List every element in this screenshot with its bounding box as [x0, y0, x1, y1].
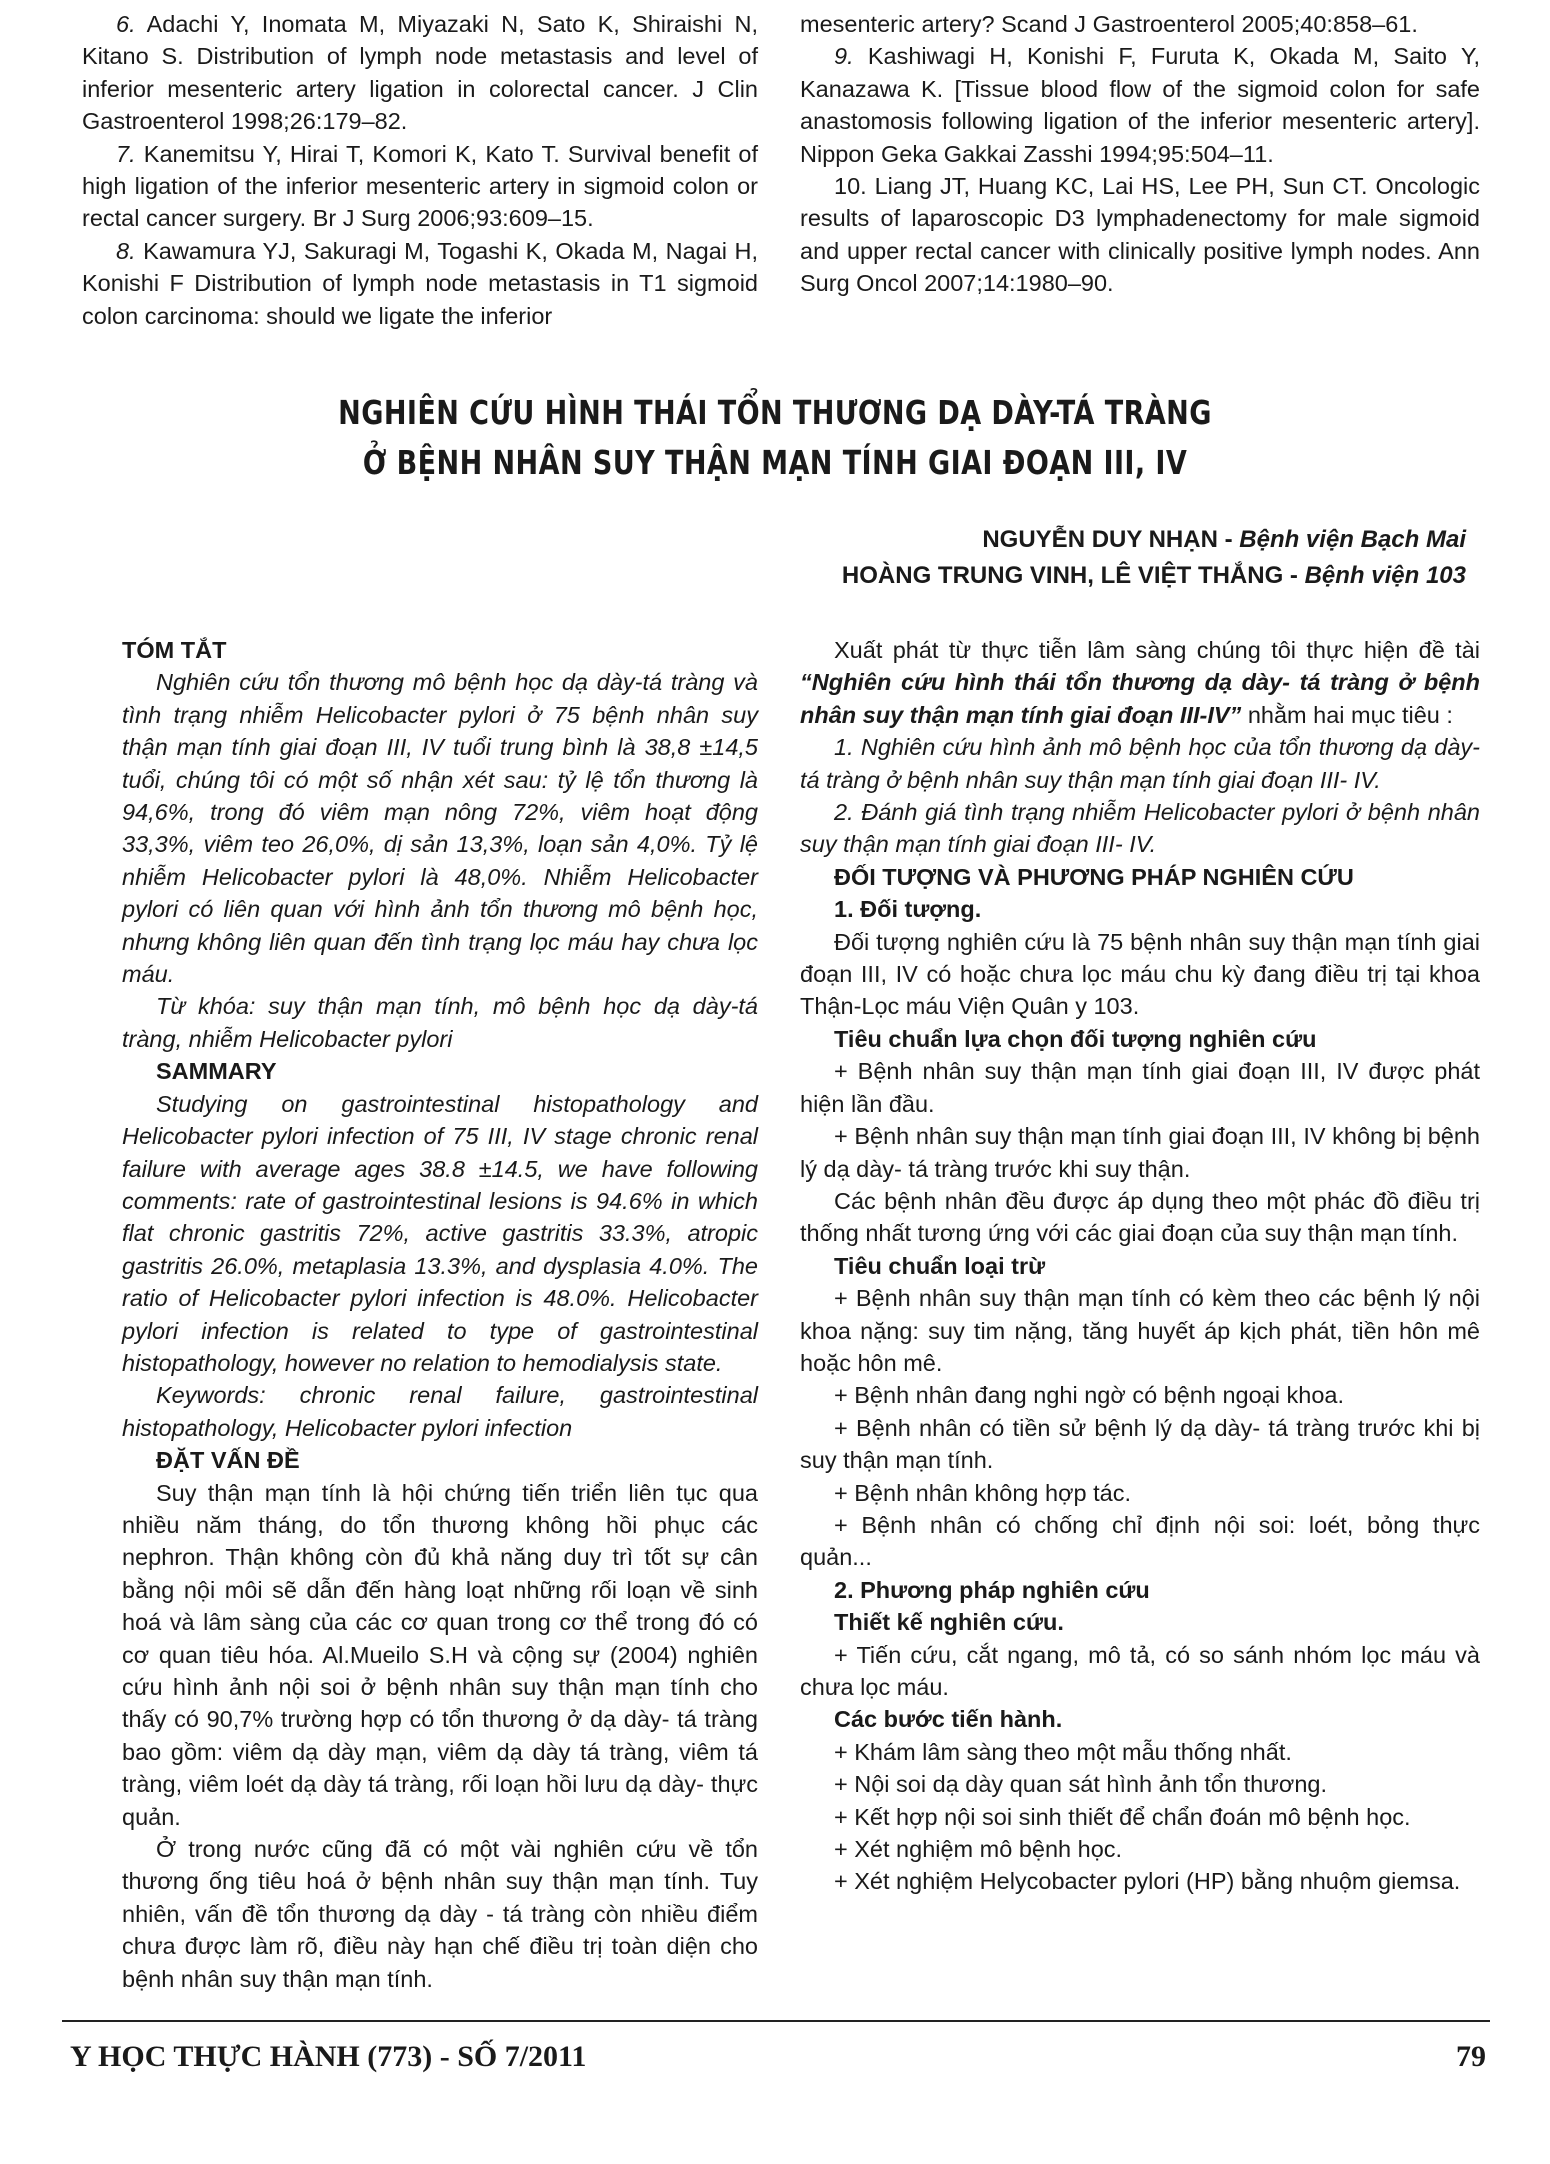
- subjects-heading: 1. Đối tượng.: [834, 896, 982, 923]
- objective-1: 1. Nghiên cứu hình ảnh mô bệnh học của tổn thương dạ dày- tá tràng ở bệnh nhân suy thận mạn tính giai đoạn III- IV.: [800, 734, 1480, 793]
- methods-heading: ĐỐI TƯỢNG VÀ PHƯƠNG PHÁP NGHIÊN CỨU: [834, 863, 1354, 890]
- objective-2: 2. Đánh giá tình trạng nhiễm Helicobacter pylori ở bệnh nhân suy thận mạn tính giai đoạn III- IV.: [800, 799, 1480, 858]
- authors-block: [842, 522, 1466, 594]
- right-body-column: [800, 634, 1480, 1898]
- article-title-line-1: NGHIÊN CỨU HÌNH THÁI TỔN THƯƠNG DẠ DÀY-TÁ TRÀNG: [338, 393, 1212, 432]
- reference-7: 7. Kanemitsu Y, Hirai T, Komori K, Kato T. Survival benefit of high ligation of the inferior mesenteric artery in sigmoid colon or rectal cancer surgery. Br J Surg 2006;93:609–15.: [82, 140, 758, 232]
- inclusion-criteria-heading: Tiêu chuẩn lựa chọn đối tượng nghiên cứu: [834, 1025, 1317, 1052]
- step-item-1: + Khám lâm sàng theo một mẫu thống nhất.: [834, 1738, 1292, 1765]
- summary-heading: SAMMARY: [156, 1058, 277, 1085]
- subjects-text: Đối tượng nghiên cứu là 75 bệnh nhân suy thận mạn tính giai đoạn III, IV có hoặc chưa lọc máu chu kỳ đang điều trị tại khoa Thận-Lọc máu Viện Quân y 103.: [800, 928, 1480, 1020]
- references-right-column: [800, 8, 1480, 300]
- step-item-3: + Kết hợp nội soi sinh thiết để chẩn đoán mô bệnh học.: [834, 1803, 1411, 1830]
- journal-footer: Y HỌC THỰC HÀNH (773) - SỐ 7/2011: [70, 2040, 587, 2073]
- reference-8-continued: mesenteric artery? Scand J Gastroenterol 2005;40:858–61.: [800, 11, 1418, 37]
- inclusion-item-3: Các bệnh nhân đều được áp dụng theo một phác đồ điều trị thống nhất tương ứng với các giai đoạn của suy thận mạn tính.: [800, 1187, 1480, 1247]
- abstract-heading: TÓM TẮT: [122, 637, 227, 663]
- introduction-heading: ĐẶT VẤN ĐỀ: [156, 1447, 300, 1474]
- reference-8: 8. Kawamura YJ, Sakuragi M, Togashi K, Okada M, Nagai H, Konishi F Distribution of lymph node metastasis in T1 sigmoid colon carcinoma: should we ligate the inferior: [82, 237, 758, 329]
- reference-9: 9. Kashiwagi H, Konishi F, Furuta K, Okada M, Saito Y, Kanazawa K. [Tissue blood flow of the sigmoid colon for safe anastomosis following ligation of the inferior mesenteric artery]. Nippon Geka Gakkai Zasshi 1994;95:504–11.: [800, 43, 1480, 167]
- step-item-2: + Nội soi dạ dày quan sát hình ảnh tổn thương.: [834, 1771, 1327, 1798]
- steps-heading: Các bước tiến hành.: [834, 1706, 1063, 1733]
- exclusion-item-5: + Bệnh nhân có chống chỉ định nội soi: loét, bỏng thực quản...: [800, 1511, 1480, 1571]
- page-number: 79: [1456, 2040, 1486, 2073]
- summary-text: Studying on gastrointestinal histopathology and Helicobacter pylori infection of 75 III, IV stage chronic renal failure with average ages 38.8 ±14.5, we have following comments: rate of gastrointestinal lesions is 94.6% in which flat chronic gastritis 72%, active gastritis 33.3%, atropic gastritis 26.0%, metaplasia 13.3%, and dysplasia 4.0%. The ratio of Helicobacter pylori infection is 48.0%. Helicobacter pylori infection is related to type of gastrointestinal histopathology, however no relation to hemodialysis state.: [122, 1090, 758, 1376]
- article-title-line-2: Ở BỆNH NHÂN SUY THẬN MẠN TÍNH GIAI ĐOẠN III, IV: [362, 443, 1188, 482]
- footer-divider: [62, 2020, 1490, 2022]
- introduction-paragraph-1: Suy thận mạn tính là hội chứng tiến triển liên tục qua nhiều năm tháng, do tổn thương không hồi phục các nephron. Thận không còn đủ khả năng duy trì tốt sự cân bằng nội môi sẽ dẫn đến hàng loạt những rối loạn về sinh hoá và lâm sàng của các cơ quan trong cơ thể trong đó có cơ quan tiêu hóa. Al.Mueilo S.H và cộng sự (2004) nghiên cứu hình ảnh nội soi ở bệnh nhân suy thận mạn tính cho thấy có 90,7% trường hợp có tổn thương ở dạ dày- tá tràng bao gồm: viêm dạ dày mạn, viêm dạ dày tá tràng, viêm tá tràng, viêm loét dạ dày tá tràng, rối loạn hồi lưu dạ dày- thực quản.: [122, 1479, 758, 1830]
- keywords-vi: Từ khóa: suy thận mạn tính, mô bệnh học dạ dày-tá tràng, nhiễm Helicobacter pylori: [122, 993, 758, 1052]
- design-text: + Tiến cứu, cắt ngang, mô tả, có so sánh nhóm lọc máu và chưa lọc máu.: [800, 1641, 1480, 1700]
- keywords-en: Keywords: chronic renal failure, gastrointestinal histopathology, Helicobacter pylori infection: [122, 1382, 758, 1441]
- references-left-column: [82, 8, 758, 332]
- design-heading: Thiết kế nghiên cứu.: [834, 1609, 1064, 1636]
- exclusion-item-3: + Bệnh nhân có tiền sử bệnh lý dạ dày- tá tràng trước khi bị suy thận mạn tính.: [800, 1414, 1480, 1474]
- exclusion-criteria-heading: Tiêu chuẩn loại trừ: [834, 1252, 1046, 1279]
- author-line-2: HOÀNG TRUNG VINH, LÊ VIỆT THẮNG - Bệnh viện 103: [841, 562, 1466, 589]
- methods-subheading: 2. Phương pháp nghiên cứu: [834, 1576, 1150, 1603]
- inclusion-item-2: + Bệnh nhân suy thận mạn tính giai đoạn III, IV không bị bệnh lý dạ dày- tá tràng trước khi suy thận.: [800, 1123, 1480, 1182]
- introduction-paragraph-2: Ở trong nước cũng đã có một vài nghiên cứu về tổn thương ống tiêu hoá ở bệnh nhân suy thận mạn tính. Tuy nhiên, vấn đề tổn thương dạ dày - tá tràng còn nhiều điểm chưa được làm rõ, điều này hạn chế điều trị toàn diện cho bệnh nhân suy thận mạn tính.: [122, 1836, 758, 1992]
- abstract-text: Nghiên cứu tổn thương mô bệnh học dạ dày-tá tràng và tình trạng nhiễm Helicobacter pylori ở 75 bệnh nhân suy thận mạn tính giai đoạn III, IV tuổi trung bình là 38,8 ±14,5 tuổi, chúng tôi có một số nhận xét sau: tỷ lệ tổn thương là 94,6%, trong đó viêm mạn nông 72%, viêm hoạt động 33,3%, viêm teo 26,0%, dị sản 13,3%, loạn sản 4,0%. Tỷ lệ nhiễm Helicobacter pylori là 48,0%. Nhiễm Helicobacter pylori có liên quan với hình ảnh tổn thương mô bệnh học, nhưng không liên quan đến tình trạng lọc máu hay chưa lọc máu.: [122, 669, 758, 988]
- step-item-4: + Xét nghiệm mô bệnh học.: [834, 1836, 1123, 1863]
- objectives-intro: Xuất phát từ thực tiễn lâm sàng chúng tôi thực hiện đề tài “Nghiên cứu hình thái tổn thương dạ dày- tá tràng ở bệnh nhân suy thận mạn tính giai đoạn III-IV” nhằm hai mục tiêu :: [800, 637, 1480, 728]
- left-body-column: [122, 634, 758, 1995]
- reference-10: 10. Liang JT, Huang KC, Lai HS, Lee PH, Sun CT. Oncologic results of laparoscopic D3 lymphadenectomy for male sigmoid and upper rectal cancer with clinically positive lymph nodes. Ann Surg Oncol 2007;14:1980–90.: [800, 173, 1480, 297]
- step-item-5: + Xét nghiệm Helycobacter pylori (HP) bằng nhuộm giemsa.: [834, 1868, 1461, 1895]
- author-line-1: NGUYỄN DUY NHẠN - Bệnh viện Bạch Mai: [982, 526, 1466, 553]
- reference-6: 6. Adachi Y, Inomata M, Miyazaki N, Sato K, Shiraishi N, Kitano S. Distribution of lymph node metastasis and level of inferior mesenteric artery ligation in colorectal cancer. J Clin Gastroenterol 1998;26:179–82.: [82, 11, 758, 135]
- exclusion-item-1: + Bệnh nhân suy thận mạn tính có kèm theo các bệnh lý nội khoa nặng: suy tim nặng, tăng huyết áp kịch phát, tiền hôn mê hoặc hôn mê.: [800, 1285, 1480, 1376]
- article-title: [140, 388, 1411, 488]
- inclusion-item-1: + Bệnh nhân suy thận mạn tính giai đoạn III, IV được phát hiện lần đầu.: [800, 1058, 1480, 1117]
- exclusion-item-4: + Bệnh nhân không hợp tác.: [834, 1479, 1131, 1506]
- exclusion-item-2: + Bệnh nhân đang nghi ngờ có bệnh ngoại khoa.: [834, 1382, 1344, 1409]
